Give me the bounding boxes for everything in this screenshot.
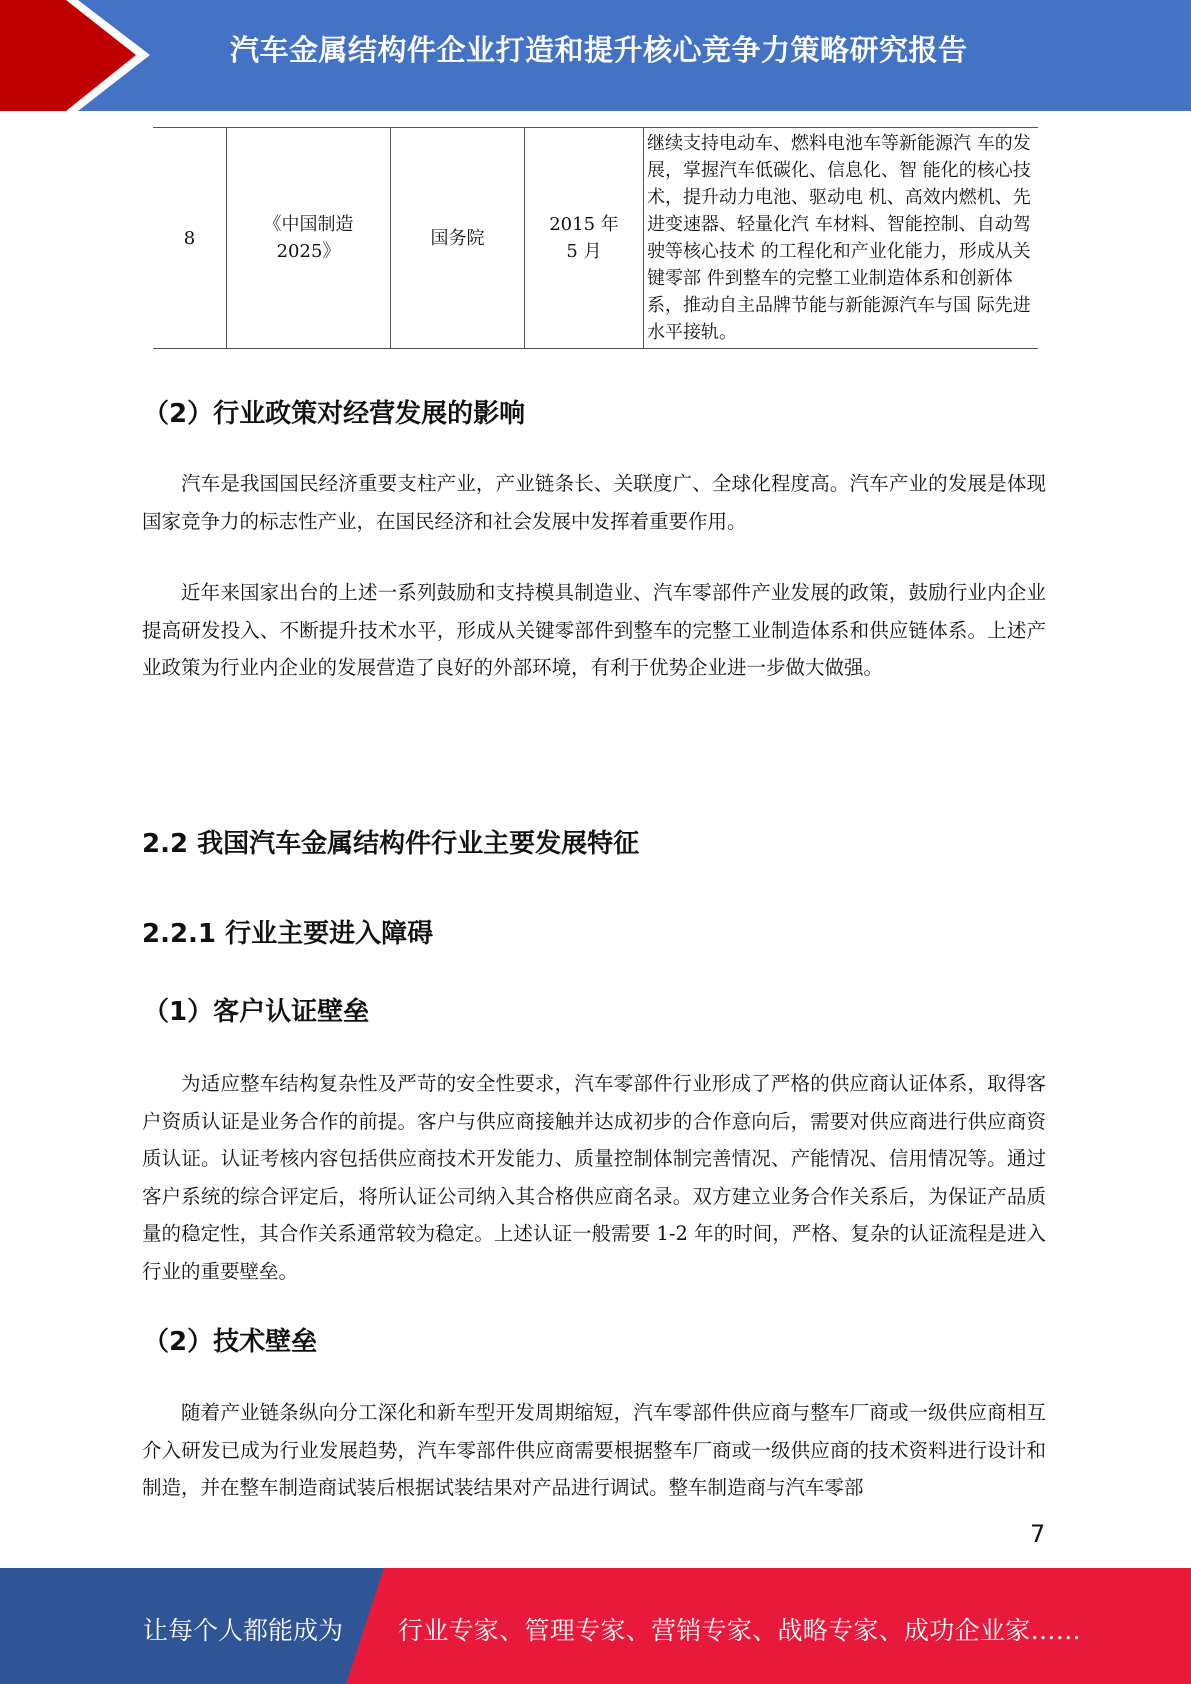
heading-customer-barrier: （1）客户认证壁垒 (143, 997, 370, 1027)
policy-table (153, 127, 1038, 349)
table-row (153, 128, 1038, 349)
paragraph-customer-barrier: 为适应整车结构复杂性及严苛的安全性要求，汽车零部件行业形成了严格的供应商认证体系，取得客户资质认证是业务合作的前提。客户与供应商接触并达成初步的合作意向后，需要对供应商进行供应商资质认证。认证考核内容包括供应商技术开发能力、质量控制体制完善情况、产能情况、信用情况等。通过客户系统的综合评定后，将所认证公司纳入其合格供应商名录。双方建立业务合作关系后，为保证产品质量的稳定性，其合作关系通常较为稳定。上述认证一般需要 1-2 年的时间，严格、复杂的认证流程是进入行业的重要壁垒。 (142, 1072, 1046, 1283)
page-header (0, 0, 1191, 111)
paragraph-policy-impact-2: 近年来国家出台的上述一系列鼓励和支持模具制造业、汽车零部件产业发展的政策，鼓励行业内企业提高研发投入、不断提升技术水平，形成从关键零部件到整车的完整工业制造体系和供应链体系。上述产业政策为行业内企业的发展营造了良好的外部环境，有利于优势企业进一步做大做强。 (142, 581, 1046, 679)
date-line1: 2015 年 (549, 214, 619, 235)
footer-slogan-right: 行业专家、管理专家、营销专家、战略专家、成功企业家…… (398, 1616, 1082, 1645)
policy-name-cell (227, 128, 391, 349)
policy-name-line2: 2025》 (276, 241, 341, 262)
heading-section-2-2-1: 2.2.1 行业主要进入障碍 (142, 919, 434, 949)
row-number-cell: 8 (153, 128, 227, 349)
header-chevron-decoration (0, 0, 150, 111)
date-cell (525, 128, 644, 349)
report-title: 汽车金属结构件企业打造和提升核心竞争力策略研究报告 (230, 33, 968, 67)
paragraph-policy-impact-1: 汽车是我国国民经济重要支柱产业，产业链条长、关联度广、全球化程度高。汽车产业的发展是体现国家竞争力的标志性产业，在国民经济和社会发展中发挥着重要作用。 (142, 472, 1046, 533)
paragraph-tech-barrier: 随着产业链条纵向分工深化和新车型开发周期缩短，汽车零部件供应商与整车厂商或一级供应商相互介入研发已成为行业发展趋势，汽车零部件供应商需要根据整车厂商或一级供应商的技术资料进行设计和制造，并在整车制造商试装后根据试装结果对产品进行调试。整车制造商与汽车零部 (142, 1401, 1046, 1499)
heading-tech-barrier: （2）技术壁垒 (143, 1327, 318, 1357)
date-line2: 5 月 (566, 241, 602, 262)
page-footer (0, 1568, 1191, 1684)
page-number: 7 (1030, 1520, 1046, 1548)
heading-policy-impact: （2）行业政策对经营发展的影响 (143, 399, 526, 429)
policy-content-cell: 继续支持电动车、燃料电池车等新能源汽 车的发展，掌握汽车低碳化、信息化、智 能化的核心技术，提升动力电池、驱动电 机、高效内燃机、先进变速器、轻量化汽 车材料、智能控制、自动驾驶等核心技术 的工程化和产业化能力，形成从关键零部 件到整车的完整工业制造体系和创新体 系，推动自主品牌节能与新能源汽车与国 际先进水平接轨。 (644, 128, 1039, 349)
heading-section-2-2: 2.2 我国汽车金属结构件行业主要发展特征 (142, 829, 640, 859)
issuer-cell: 国务院 (391, 128, 525, 349)
policy-name-line1: 《中国制造 (263, 214, 354, 235)
footer-slogan-left: 让每个人都能成为 (143, 1616, 344, 1645)
